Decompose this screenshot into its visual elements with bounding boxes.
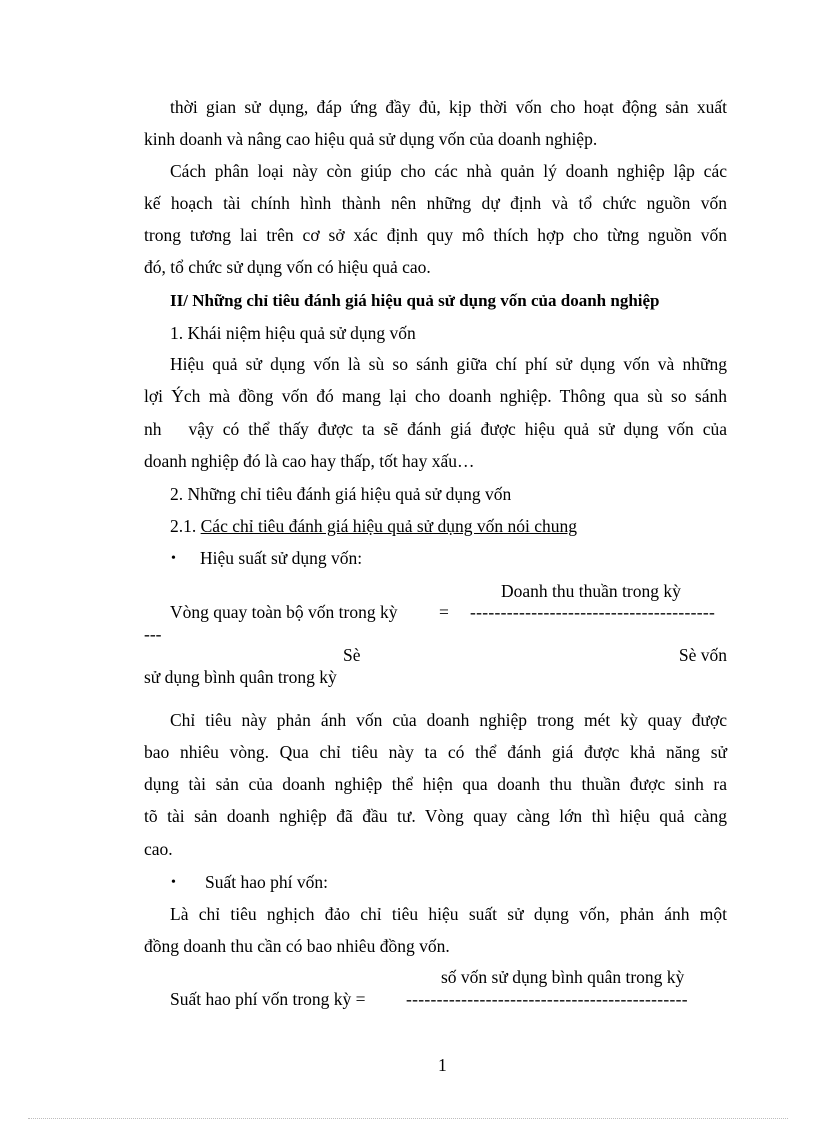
heading-2-1-title: Các chỉ tiêu đánh giá hiệu quả sử dụng vốn nói chung [200, 516, 578, 536]
heading-2-1-number: 2.1. [170, 516, 197, 536]
formula1-fraction-line: ---------------------------------------- [470, 602, 716, 622]
para4-line3: dụng tài sản của doanh nghiệp thể hiện qua doanh thu thuần được sinh ra [144, 774, 727, 794]
section-heading-ii: II/ Những chỉ tiêu đánh giá hiệu quả sử dụng vốn của doanh nghiệp [170, 291, 660, 310]
formula1-fraction-line-wrap: --- [144, 624, 162, 644]
para3-line4: doanh nghiệp đó là cao hay thấp, tốt hay xấu… [144, 451, 475, 471]
formula2-fraction-line: ---------------------------------------------- [406, 989, 688, 1009]
formula1-equals: = [439, 602, 449, 622]
para3-line1: Hiệu quả sử dụng vốn là sù so sánh giữa chí phí sử dụng vốn và những [170, 354, 727, 374]
para2-line4: đó, tổ chức sử dụng vốn có hiệu quả cao. [144, 257, 431, 277]
para4-line5: cao. [144, 839, 173, 859]
heading-2-1 [170, 515, 577, 537]
heading-2: 2. Những chỉ tiêu đánh giá hiệu quả sử dụng vốn [170, 484, 512, 504]
para5-line2: đồng doanh thu cần có bao nhiêu đồng vốn. [144, 936, 450, 956]
para1-line2: kinh doanh và nâng cao hiệu quả sử dụng vốn của doanh nghiệp. [144, 129, 598, 149]
formula1-numerator: Doanh thu thuần trong kỳ [501, 581, 681, 601]
bullet-dot: • [171, 875, 176, 890]
para2-line3: trong tương lai trên cơ sở xác định quy mô thích hợp cho từng nguồn vốn [144, 225, 727, 245]
footer-divider [28, 1118, 788, 1119]
para1-line1: thời gian sử dụng, đáp ứng đầy đủ, kịp thời vốn cho hoạt động sản xuất [170, 97, 727, 117]
para4-line1: Chỉ tiêu này phản ánh vốn của doanh nghiệp trong mét kỳ quay được [170, 710, 727, 730]
para4-line4: tõ tài sản doanh nghiệp đã đầu tư. Vòng quay càng lớn thì hiệu quả càng [144, 806, 727, 826]
formula1-lhs: Vòng quay toàn bộ vốn trong kỳ [170, 602, 398, 622]
formula1-denominator-cont: sử dụng bình quân trong kỳ [144, 667, 337, 687]
bullet-hieu-suat: Hiệu suất sử dụng vốn: [200, 548, 363, 568]
formula2-numerator: số vốn sử dụng bình quân trong kỳ [441, 967, 685, 987]
para3-line3: nh vậy có thể thấy được ta sẽ đánh giá được hiệu quả sử dụng vốn của [144, 419, 727, 439]
page-number: 1 [438, 1055, 447, 1075]
para4-line2: bao nhiêu vòng. Qua chỉ tiêu này ta có thể đánh giá được khả năng sử [144, 742, 727, 762]
para2-line1: Cách phân loại này còn giúp cho các nhà quản lý doanh nghiệp lập các [170, 161, 727, 181]
para2-line2: kế hoạch tài chính hình thành nên những dự định và tổ chức nguồn vốn [144, 193, 727, 213]
formula1-denominator-right: Sè vốn [678, 645, 727, 665]
para5-line1: Là chỉ tiêu nghịch đảo chỉ tiêu hiệu suất sử dụng vốn, phản ánh một [170, 904, 727, 924]
bullet-suat-hao-phi: Suất hao phí vốn: [205, 872, 328, 892]
formula1-denominator-left: Sè [343, 645, 361, 665]
heading-1: 1. Khái niệm hiệu quả sử dụng vốn [170, 323, 416, 343]
para3-line2: lợi Ých mà đồng vốn đó mang lại cho doanh nghiệp. Thông qua sù so sánh [144, 386, 727, 406]
bullet-dot: • [171, 551, 176, 566]
formula2-lhs: Suất hao phí vốn trong kỳ = [170, 989, 366, 1009]
